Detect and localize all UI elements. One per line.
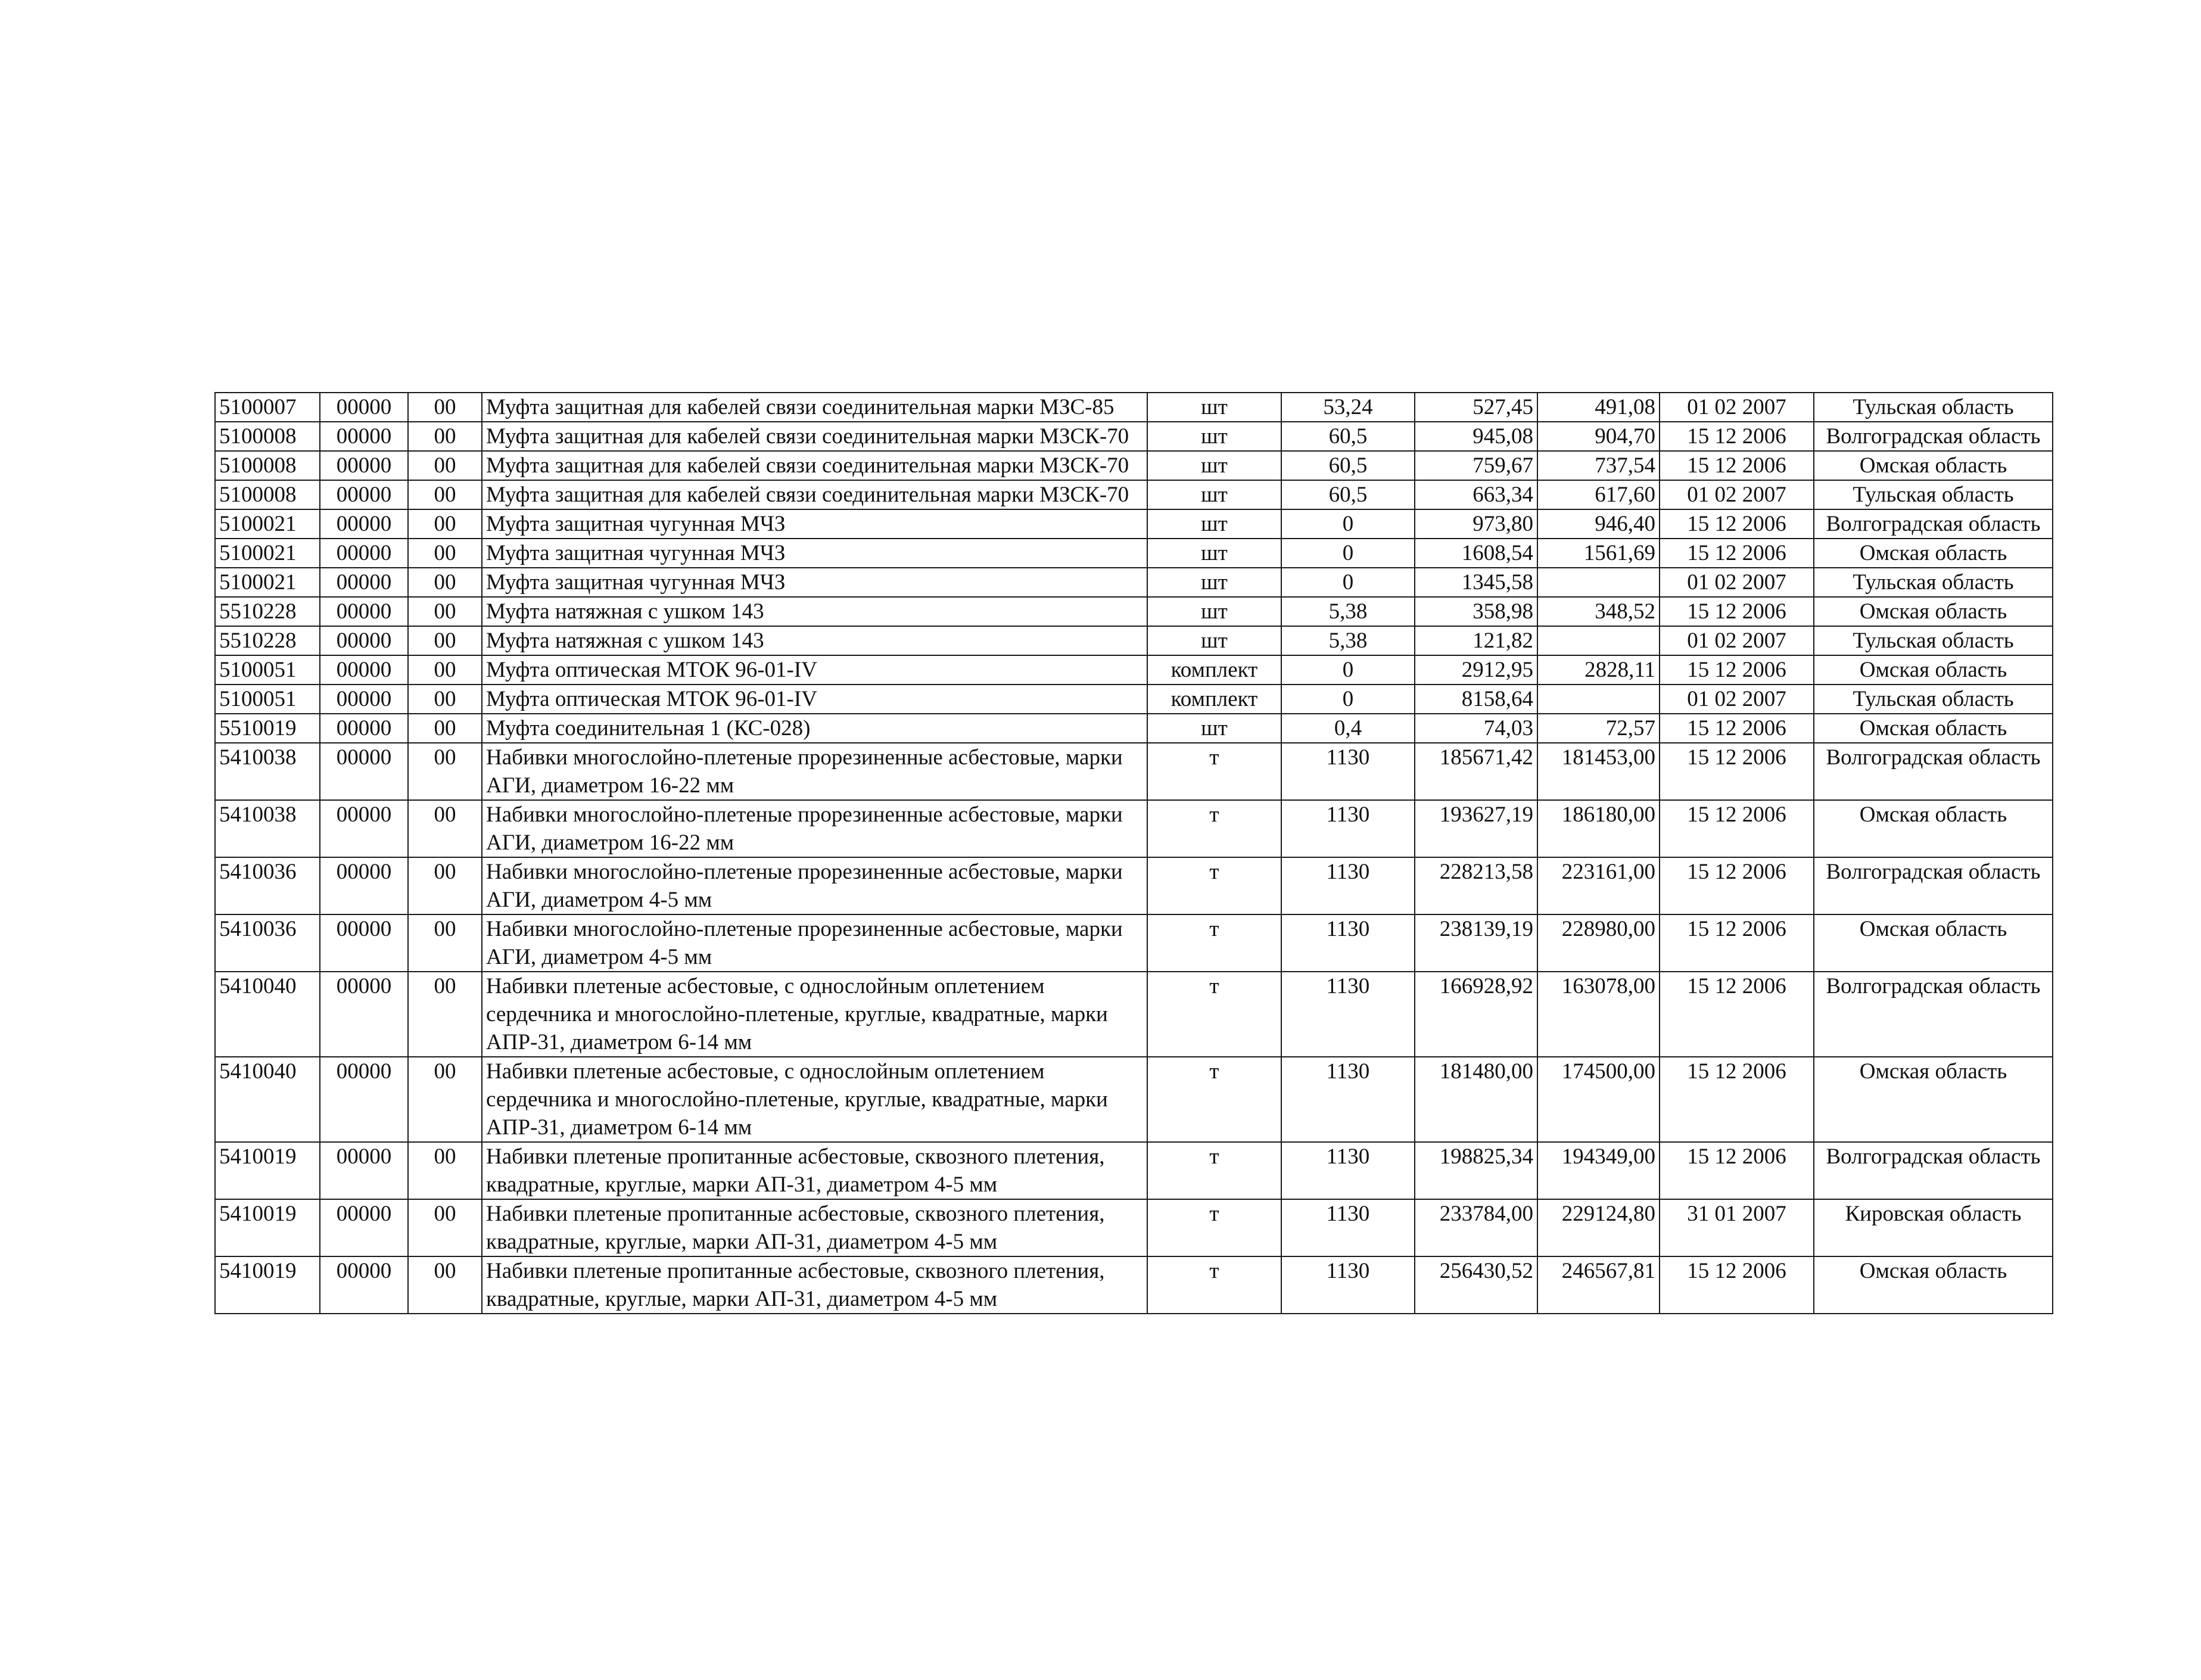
table-row [215,422,2053,451]
cell-subcode: 00000 [320,568,408,597]
cell-price-with-vat: 759,67 [1415,451,1537,480]
cell-name: Муфта натяжная с ушком 143 [482,597,1147,626]
cell-subcode: 00000 [320,480,408,509]
cell-weight: 1130 [1281,743,1415,800]
table-row [215,655,2053,685]
cell-name: Муфта натяжная с ушком 143 [482,626,1147,655]
cell-weight: 53,24 [1281,393,1415,422]
cell-weight: 1130 [1281,1057,1415,1142]
cell-name: Набивки плетеные пропитанные асбестовые, сквозного плетения, квадратные, круглые, марки АП-31, диаметром 4-5 мм [482,1199,1147,1256]
cell-weight: 0 [1281,539,1415,568]
table-row [215,509,2053,539]
cell-price: 223161,00 [1537,857,1660,914]
cell-price: 174500,00 [1537,1057,1660,1142]
cell-price: 186180,00 [1537,800,1660,857]
cell-date: 15 12 2006 [1660,451,1814,480]
cell-price-with-vat: 973,80 [1415,509,1537,539]
cell-subcode-2: 00 [408,539,482,568]
cell-subcode-2: 00 [408,1057,482,1142]
cell-date: 01 02 2007 [1660,568,1814,597]
cell-subcode: 00000 [320,1142,408,1199]
cell-price: 228980,00 [1537,914,1660,972]
cell-code: 5100051 [215,685,320,714]
cell-date: 15 12 2006 [1660,655,1814,685]
cell-subcode: 00000 [320,1256,408,1314]
cell-date: 01 02 2007 [1660,480,1814,509]
table-row [215,480,2053,509]
cell-subcode: 00000 [320,422,408,451]
table-row [215,685,2053,714]
cell-price-with-vat: 74,03 [1415,714,1537,743]
cell-code: 5410019 [215,1199,320,1256]
cell-subcode: 00000 [320,972,408,1057]
cell-region: Омская область [1814,539,2053,568]
cell-weight: 1130 [1281,972,1415,1057]
cell-subcode-2: 00 [408,597,482,626]
cell-name: Набивки плетеные асбестовые, с однослойным оплетением сердечника и многослойно-плетеные, круглые, квадратные, марки АПР-31, диаметром 6-14 мм [482,972,1147,1057]
cell-name: Муфта соединительная 1 (КС-028) [482,714,1147,743]
cell-date: 15 12 2006 [1660,800,1814,857]
cell-weight: 60,5 [1281,422,1415,451]
cell-subcode-2: 00 [408,626,482,655]
table-row [215,626,2053,655]
cell-price [1537,626,1660,655]
cell-name: Муфта оптическая МТОК 96-01-IV [482,655,1147,685]
cell-date: 15 12 2006 [1660,1142,1814,1199]
cell-unit: т [1147,1057,1281,1142]
cell-date: 15 12 2006 [1660,509,1814,539]
table-row [215,1057,2053,1142]
cell-code: 5410038 [215,743,320,800]
cell-price: 946,40 [1537,509,1660,539]
cell-subcode: 00000 [320,914,408,972]
cell-weight: 0 [1281,655,1415,685]
cell-region: Омская область [1814,714,2053,743]
cell-region: Тульская область [1814,480,2053,509]
cell-subcode-2: 00 [408,972,482,1057]
cell-region: Волгоградская область [1814,509,2053,539]
cell-name: Муфта защитная для кабелей связи соединительная марки МЗСК-70 [482,480,1147,509]
cell-date: 15 12 2006 [1660,743,1814,800]
cell-code: 5100008 [215,451,320,480]
cell-weight: 1130 [1281,1142,1415,1199]
cell-unit: т [1147,914,1281,972]
cell-code: 5410036 [215,914,320,972]
cell-date: 15 12 2006 [1660,422,1814,451]
table-row [215,800,2053,857]
cell-price: 904,70 [1537,422,1660,451]
cell-subcode: 00000 [320,714,408,743]
cell-name: Муфта защитная для кабелей связи соединительная марки МЗСК-70 [482,422,1147,451]
cell-date: 31 01 2007 [1660,1199,1814,1256]
cell-subcode: 00000 [320,597,408,626]
cell-code: 5410036 [215,857,320,914]
cell-code: 5100008 [215,480,320,509]
cell-date: 01 02 2007 [1660,685,1814,714]
cell-name: Муфта защитная для кабелей связи соединительная марки МЗС-85 [482,393,1147,422]
cell-price-with-vat: 2912,95 [1415,655,1537,685]
cell-weight: 1130 [1281,1199,1415,1256]
cell-region: Волгоградская область [1814,972,2053,1057]
cell-unit: шт [1147,597,1281,626]
cell-price-with-vat: 198825,34 [1415,1142,1537,1199]
cell-price: 617,60 [1537,480,1660,509]
cell-subcode-2: 00 [408,480,482,509]
cell-subcode: 00000 [320,626,408,655]
cell-code: 5410038 [215,800,320,857]
cell-unit: т [1147,1256,1281,1314]
cell-weight: 1130 [1281,914,1415,972]
cell-price-with-vat: 193627,19 [1415,800,1537,857]
cell-weight: 0 [1281,568,1415,597]
cell-code: 5510019 [215,714,320,743]
cell-code: 5410019 [215,1256,320,1314]
cell-price: 1561,69 [1537,539,1660,568]
table-row [215,1199,2053,1256]
cell-code: 5100008 [215,422,320,451]
table-row [215,568,2053,597]
cell-unit: т [1147,857,1281,914]
cell-name: Набивки плетеные пропитанные асбестовые, сквозного плетения, квадратные, круглые, марки АП-31, диаметром 4-5 мм [482,1256,1147,1314]
cell-weight: 0 [1281,509,1415,539]
cell-price-with-vat: 1345,58 [1415,568,1537,597]
cell-date: 15 12 2006 [1660,1057,1814,1142]
cell-unit: шт [1147,393,1281,422]
cell-name: Набивки многослойно-плетеные прорезиненные асбестовые, марки АГИ, диаметром 4-5 мм [482,857,1147,914]
cell-date: 15 12 2006 [1660,972,1814,1057]
cell-region: Омская область [1814,1256,2053,1314]
cell-unit: шт [1147,451,1281,480]
cell-name: Муфта защитная для кабелей связи соединительная марки МЗСК-70 [482,451,1147,480]
cell-code: 5100007 [215,393,320,422]
cell-subcode-2: 00 [408,800,482,857]
table-row [215,1142,2053,1199]
table-row [215,914,2053,972]
cell-price: 246567,81 [1537,1256,1660,1314]
cell-price: 491,08 [1537,393,1660,422]
cell-name: Набивки многослойно-плетеные прорезиненные асбестовые, марки АГИ, диаметром 4-5 мм [482,914,1147,972]
cell-code: 5100021 [215,539,320,568]
cell-price-with-vat: 185671,42 [1415,743,1537,800]
cell-subcode-2: 00 [408,1199,482,1256]
cell-name: Муфта защитная чугунная МЧЗ [482,568,1147,597]
cell-date: 15 12 2006 [1660,714,1814,743]
table-row [215,597,2053,626]
cell-weight: 60,5 [1281,480,1415,509]
cell-region: Волгоградская область [1814,857,2053,914]
cell-subcode: 00000 [320,1057,408,1142]
table-body [215,393,2053,1314]
cell-unit: т [1147,800,1281,857]
cell-region: Тульская область [1814,626,2053,655]
cell-subcode-2: 00 [408,743,482,800]
cell-region: Тульская область [1814,685,2053,714]
cell-unit: шт [1147,480,1281,509]
price-table [214,392,2053,1314]
cell-unit: шт [1147,568,1281,597]
cell-subcode-2: 00 [408,568,482,597]
cell-subcode: 00000 [320,685,408,714]
cell-date: 15 12 2006 [1660,597,1814,626]
cell-weight: 0,4 [1281,714,1415,743]
cell-region: Кировская область [1814,1199,2053,1256]
cell-weight: 1130 [1281,800,1415,857]
cell-price-with-vat: 233784,00 [1415,1199,1537,1256]
table-row [215,393,2053,422]
cell-subcode: 00000 [320,539,408,568]
cell-price-with-vat: 228213,58 [1415,857,1537,914]
cell-subcode-2: 00 [408,655,482,685]
cell-date: 15 12 2006 [1660,1256,1814,1314]
cell-name: Муфта защитная чугунная МЧЗ [482,539,1147,568]
cell-price: 72,57 [1537,714,1660,743]
cell-code: 5100021 [215,568,320,597]
cell-price-with-vat: 256430,52 [1415,1256,1537,1314]
cell-region: Волгоградская область [1814,743,2053,800]
document-page [214,392,2052,1314]
cell-price: 348,52 [1537,597,1660,626]
cell-name: Набивки плетеные пропитанные асбестовые, сквозного плетения, квадратные, круглые, марки АП-31, диаметром 4-5 мм [482,1142,1147,1199]
cell-date: 15 12 2006 [1660,539,1814,568]
cell-subcode-2: 00 [408,714,482,743]
cell-name: Муфта оптическая МТОК 96-01-IV [482,685,1147,714]
cell-name: Набивки плетеные асбестовые, с однослойным оплетением сердечника и многослойно-плетеные, круглые, квадратные, марки АПР-31, диаметром 6-14 мм [482,1057,1147,1142]
cell-date: 15 12 2006 [1660,857,1814,914]
cell-unit: шт [1147,714,1281,743]
cell-price-with-vat: 181480,00 [1415,1057,1537,1142]
cell-price-with-vat: 1608,54 [1415,539,1537,568]
cell-price: 194349,00 [1537,1142,1660,1199]
cell-unit: шт [1147,626,1281,655]
table-row [215,972,2053,1057]
cell-price-with-vat: 527,45 [1415,393,1537,422]
cell-price-with-vat: 121,82 [1415,626,1537,655]
cell-subcode-2: 00 [408,914,482,972]
cell-subcode-2: 00 [408,857,482,914]
table-row [215,714,2053,743]
cell-region: Омская область [1814,1057,2053,1142]
table-row [215,451,2053,480]
cell-unit: шт [1147,422,1281,451]
cell-weight: 5,38 [1281,597,1415,626]
cell-subcode: 00000 [320,393,408,422]
cell-unit: шт [1147,509,1281,539]
cell-price-with-vat: 166928,92 [1415,972,1537,1057]
cell-subcode-2: 00 [408,393,482,422]
cell-weight: 0 [1281,685,1415,714]
cell-unit: комплект [1147,685,1281,714]
cell-unit: комплект [1147,655,1281,685]
cell-code: 5510228 [215,626,320,655]
cell-price: 2828,11 [1537,655,1660,685]
table-row [215,1256,2053,1314]
cell-price: 181453,00 [1537,743,1660,800]
cell-subcode: 00000 [320,509,408,539]
cell-region: Волгоградская область [1814,1142,2053,1199]
cell-region: Омская область [1814,597,2053,626]
cell-unit: т [1147,1142,1281,1199]
table-row [215,539,2053,568]
cell-region: Тульская область [1814,568,2053,597]
cell-weight: 1130 [1281,857,1415,914]
cell-price-with-vat: 238139,19 [1415,914,1537,972]
cell-subcode-2: 00 [408,509,482,539]
cell-unit: т [1147,972,1281,1057]
cell-name: Набивки многослойно-плетеные прорезиненные асбестовые, марки АГИ, диаметром 16-22 мм [482,743,1147,800]
cell-subcode-2: 00 [408,451,482,480]
cell-subcode: 00000 [320,655,408,685]
cell-code: 5100051 [215,655,320,685]
cell-subcode: 00000 [320,800,408,857]
cell-subcode: 00000 [320,743,408,800]
cell-price: 163078,00 [1537,972,1660,1057]
cell-unit: т [1147,1199,1281,1256]
cell-price-with-vat: 663,34 [1415,480,1537,509]
cell-region: Омская область [1814,914,2053,972]
cell-subcode-2: 00 [408,1256,482,1314]
cell-price-with-vat: 945,08 [1415,422,1537,451]
cell-region: Тульская область [1814,393,2053,422]
cell-subcode: 00000 [320,1199,408,1256]
cell-date: 01 02 2007 [1660,626,1814,655]
cell-price-with-vat: 358,98 [1415,597,1537,626]
cell-weight: 5,38 [1281,626,1415,655]
cell-code: 5410019 [215,1142,320,1199]
cell-region: Омская область [1814,451,2053,480]
cell-date: 15 12 2006 [1660,914,1814,972]
cell-price [1537,685,1660,714]
cell-code: 5410040 [215,972,320,1057]
cell-region: Волгоградская область [1814,422,2053,451]
cell-name: Набивки многослойно-плетеные прорезиненные асбестовые, марки АГИ, диаметром 16-22 мм [482,800,1147,857]
cell-unit: т [1147,743,1281,800]
cell-price-with-vat: 8158,64 [1415,685,1537,714]
cell-region: Омская область [1814,655,2053,685]
cell-name: Муфта защитная чугунная МЧЗ [482,509,1147,539]
cell-price: 737,54 [1537,451,1660,480]
cell-code: 5410040 [215,1057,320,1142]
cell-subcode-2: 00 [408,1142,482,1199]
cell-subcode-2: 00 [408,422,482,451]
cell-unit: шт [1147,539,1281,568]
cell-code: 5510228 [215,597,320,626]
cell-code: 5100021 [215,509,320,539]
table-row [215,743,2053,800]
cell-subcode: 00000 [320,451,408,480]
cell-weight: 60,5 [1281,451,1415,480]
cell-price [1537,568,1660,597]
cell-date: 01 02 2007 [1660,393,1814,422]
cell-region: Омская область [1814,800,2053,857]
cell-subcode-2: 00 [408,685,482,714]
cell-subcode: 00000 [320,857,408,914]
cell-price: 229124,80 [1537,1199,1660,1256]
cell-weight: 1130 [1281,1256,1415,1314]
table-row [215,857,2053,914]
